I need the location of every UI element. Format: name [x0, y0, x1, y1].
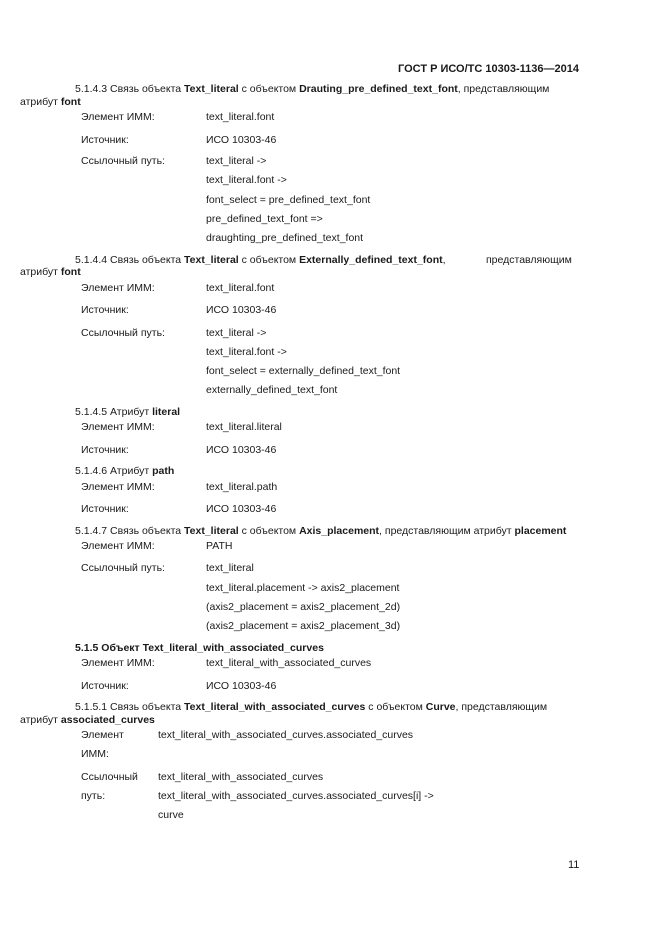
bold-term: Text_literal_with_associated_curves: [184, 701, 366, 713]
path-label: Ссылочный: [81, 771, 138, 783]
text-run: , представляющим: [455, 701, 548, 713]
path-line: curve: [158, 809, 184, 821]
source-value: ИСО 10303-46: [206, 503, 277, 515]
bold-term: Drauting_pre_defined_text_font: [299, 83, 458, 95]
source-label: Источник:: [81, 680, 129, 692]
imm-value: text_literal_with_associated_curves.associated_curves: [158, 729, 414, 741]
bold-term: Text_literal: [184, 525, 239, 537]
text-run: атрибут: [20, 714, 61, 726]
imm-value: text_literal.literal: [206, 421, 282, 433]
section-5144-title-right: представляющим: [486, 254, 572, 266]
path-line: draughting_pre_defined_text_font: [206, 232, 364, 244]
section-5151-title: [75, 701, 547, 713]
path-line: font_select = pre_defined_text_font: [206, 194, 371, 206]
imm-label: Элемент ИММ:: [81, 421, 155, 433]
source-label: Источник:: [81, 444, 129, 456]
bold-term: Text_literal: [184, 254, 239, 266]
section-5147-title: [75, 525, 566, 537]
text-run: атрибут: [20, 266, 61, 278]
section-5143-title: [75, 83, 549, 95]
text-run: с объектом: [238, 254, 300, 266]
text-run: , представляющим: [457, 83, 550, 95]
path-line: font_select = externally_defined_text_font: [206, 365, 401, 377]
source-value: ИСО 10303-46: [206, 444, 277, 456]
imm-label: Элемент: [81, 729, 124, 741]
section-5144-title-cont: [20, 266, 81, 278]
source-label: Источник:: [81, 304, 129, 316]
bold-term: Text_literal: [184, 83, 239, 95]
text-run: атрибут: [20, 96, 61, 108]
section-5144-title: [75, 254, 446, 266]
bold-term: placement: [514, 525, 567, 537]
imm-value: text_literal.font: [206, 111, 275, 123]
imm-value: PATH: [206, 540, 233, 552]
source-label: Источник:: [81, 134, 129, 146]
path-line: pre_defined_text_font =>: [206, 213, 323, 225]
text-run: с объектом: [238, 525, 300, 537]
path-line: (axis2_placement = axis2_placement_2d): [206, 601, 401, 613]
section-5143-title-cont: [20, 96, 81, 108]
path-label: Ссылочный путь:: [81, 562, 165, 574]
source-value: ИСО 10303-46: [206, 680, 277, 692]
bold-term: Axis_placement: [299, 525, 380, 537]
bold-term: font: [60, 266, 81, 278]
imm-value: text_literal_with_associated_curves: [206, 657, 372, 669]
path-label: путь:: [81, 790, 106, 802]
text-run: , представляющим атрибут: [379, 525, 515, 537]
text-run: 5.1.5.1 Связь объекта: [75, 701, 185, 713]
document-header: ГОСТ Р ИСО/ТС 10303-1136—2014: [398, 63, 579, 75]
section-5146-title: [75, 465, 174, 477]
source-value: ИСО 10303-46: [206, 134, 277, 146]
path-line: externally_defined_text_font: [206, 384, 338, 396]
text-run: 5.1.4.7 Связь объекта: [75, 525, 185, 537]
bold-term: associated_curves: [60, 714, 155, 726]
path-line: text_literal_with_associated_curves.associated_curves[i] ->: [158, 790, 434, 802]
path-label: Ссылочный путь:: [81, 155, 165, 167]
section-5145-title: [75, 406, 180, 418]
path-line: text_literal_with_associated_curves: [158, 771, 324, 783]
text-run: 5.1.4.3 Связь объекта: [75, 83, 185, 95]
text-run: с объектом: [238, 83, 300, 95]
imm-value: text_literal.path: [206, 481, 278, 493]
text-run: с объектом: [365, 701, 426, 713]
imm-value: text_literal.font: [206, 282, 275, 294]
bold-term: literal: [152, 406, 181, 418]
bold-term: font: [60, 96, 81, 108]
bold-term: Curve: [425, 701, 456, 713]
path-line: text_literal: [206, 562, 254, 574]
path-line: (axis2_placement = axis2_placement_3d): [206, 620, 401, 632]
imm-label: Элемент ИММ:: [81, 111, 155, 123]
section-5151-title-cont: [20, 714, 155, 726]
section-515-title: 5.1.5 Объект Text_literal_with_associated_curves: [75, 642, 324, 654]
imm-label: Элемент ИММ:: [81, 282, 155, 294]
imm-label: Элемент ИММ:: [81, 481, 155, 493]
imm-label: ИММ:: [81, 748, 109, 760]
path-line: text_literal.font ->: [206, 174, 287, 186]
text-run: 5.1.4.5 Атрибут: [75, 406, 153, 418]
page-number: 11: [568, 859, 580, 871]
path-line: text_literal.placement -> axis2_placement: [206, 582, 400, 594]
bold-term: path: [152, 465, 175, 477]
path-line: text_literal ->: [206, 155, 267, 167]
text-run: 5.1.4.6 Атрибут: [75, 465, 153, 477]
source-label: Источник:: [81, 503, 129, 515]
path-line: text_literal.font ->: [206, 346, 287, 358]
source-value: ИСО 10303-46: [206, 304, 277, 316]
text-run: ,: [442, 254, 446, 266]
bold-term: Externally_defined_text_font: [299, 254, 443, 266]
path-line: text_literal ->: [206, 327, 267, 339]
path-label: Ссылочный путь:: [81, 327, 165, 339]
imm-label: Элемент ИММ:: [81, 657, 155, 669]
text-run: 5.1.4.4 Связь объекта: [75, 254, 185, 266]
imm-label: Элемент ИММ:: [81, 540, 155, 552]
